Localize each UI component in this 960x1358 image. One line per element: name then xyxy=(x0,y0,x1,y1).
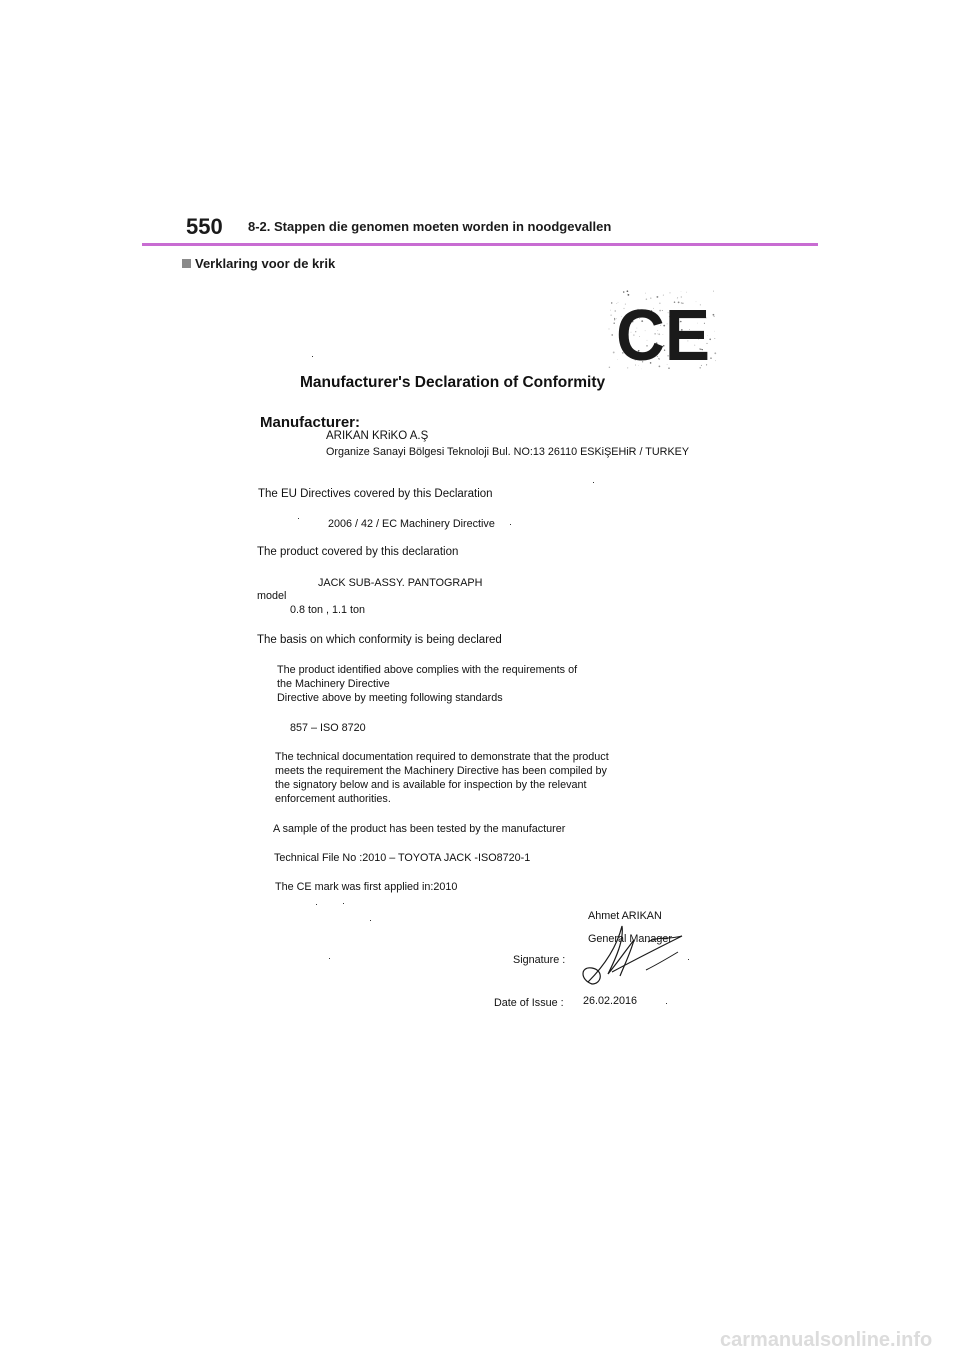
ce-scan-speck xyxy=(608,328,609,329)
sample-tested-statement: A sample of the product has been tested by the manufacturer xyxy=(273,823,566,835)
ce-scan-speck xyxy=(627,290,629,292)
signatory-title: General Manager xyxy=(588,933,673,945)
basis-label: The basis on which conformity is being declared xyxy=(257,634,502,646)
scan-speck xyxy=(593,482,594,483)
manufacturer-address: Organize Sanayi Bölgesi Teknoloji Bul. NO:13 26110 ESKiŞEHiR / TURKEY xyxy=(326,446,690,458)
scan-speck xyxy=(329,958,330,959)
ce-scan-speck xyxy=(713,314,715,316)
ce-scan-speck xyxy=(623,291,625,293)
ce-first-applied: The CE mark was first applied in:2010 xyxy=(275,881,458,893)
ce-scan-speck xyxy=(610,315,611,316)
scan-speck xyxy=(316,904,317,905)
compliance-line: Directive above by meeting following standards xyxy=(277,692,503,704)
manufacturer-name: ARIKAN KRiKO A.Ş xyxy=(326,430,429,442)
ce-scan-speck xyxy=(681,291,682,292)
page-number: 550 xyxy=(186,214,223,239)
ce-scan-speck xyxy=(609,367,610,368)
ce-scan-speck xyxy=(715,360,716,361)
ce-scan-speck xyxy=(714,316,715,317)
scan-speck xyxy=(312,356,313,357)
ce-scan-speck xyxy=(670,292,671,293)
ce-scan-speck xyxy=(613,351,615,353)
ce-scan-speck xyxy=(613,322,614,323)
ce-scan-speck xyxy=(714,331,715,332)
directives-label: The EU Directives covered by this Declaration xyxy=(258,488,493,500)
product-name: JACK SUB-ASSY. PANTOGRAPH xyxy=(318,577,483,589)
directive-value: 2006 / 42 / EC Machinery Directive xyxy=(328,518,495,530)
scan-speck xyxy=(370,920,371,921)
ce-scan-speck xyxy=(686,292,687,293)
standard-value: 857 – ISO 8720 xyxy=(290,722,366,734)
ce-scan-speck xyxy=(627,294,628,295)
compliance-line: the Machinery Directive xyxy=(277,678,390,690)
ce-scan-speck xyxy=(714,338,715,339)
square-bullet-icon xyxy=(182,259,191,268)
ce-scan-speck xyxy=(710,357,712,359)
date-of-issue-value: 26.02.2016 xyxy=(583,995,638,1007)
scan-speck xyxy=(688,959,689,960)
scan-speck xyxy=(298,518,299,519)
technical-line: The technical documentation required to demonstrate that the product xyxy=(275,751,609,763)
compliance-line: The product identified above complies with the requirements of xyxy=(277,664,578,676)
chapter-title: 8-2. Stappen die genomen moeten worden in noodgevallen xyxy=(248,219,612,234)
ce-scan-speck xyxy=(645,293,646,294)
header-divider xyxy=(142,243,818,246)
section-heading xyxy=(182,256,335,271)
technical-line: enforcement authorities. xyxy=(275,793,391,805)
scan-speck xyxy=(343,903,344,904)
footer-watermark: carmanualsonline.info xyxy=(720,1329,933,1351)
ce-mark-icon xyxy=(608,290,720,370)
signature-label: Signature : xyxy=(513,954,566,966)
technical-line: the signatory below and is available for inspection by the relevant xyxy=(275,779,587,791)
scan-speck xyxy=(666,1003,667,1004)
product-label: The product covered by this declaration xyxy=(257,546,459,558)
ce-scan-speck xyxy=(714,352,716,354)
ce-mark-text: CE xyxy=(616,296,710,370)
technical-line: meets the requirement the Machinery Directive has been compiled by xyxy=(275,765,607,777)
ce-scan-speck xyxy=(713,291,714,292)
handwritten-signature xyxy=(578,922,698,994)
manufacturer-label: Manufacturer: xyxy=(260,414,361,431)
signatory-name: Ahmet ARIKAN xyxy=(588,910,662,922)
technical-file-number: Technical File No :2010 – TOYOTA JACK -ISO8720-1 xyxy=(274,852,531,864)
ce-scan-speck xyxy=(610,310,611,311)
date-of-issue-label: Date of Issue : xyxy=(494,997,564,1009)
ce-scan-speck xyxy=(614,318,615,319)
section-heading-text: Verklaring voor de krik xyxy=(195,256,336,271)
ce-scan-speck xyxy=(611,334,612,335)
model-values: 0.8 ton , 1.1 ton xyxy=(290,604,366,616)
scan-speck xyxy=(510,524,511,525)
model-label: model xyxy=(257,590,287,602)
declaration-title: Manufacturer's Declaration of Conformity xyxy=(300,374,606,391)
ce-scan-speck xyxy=(611,302,612,303)
